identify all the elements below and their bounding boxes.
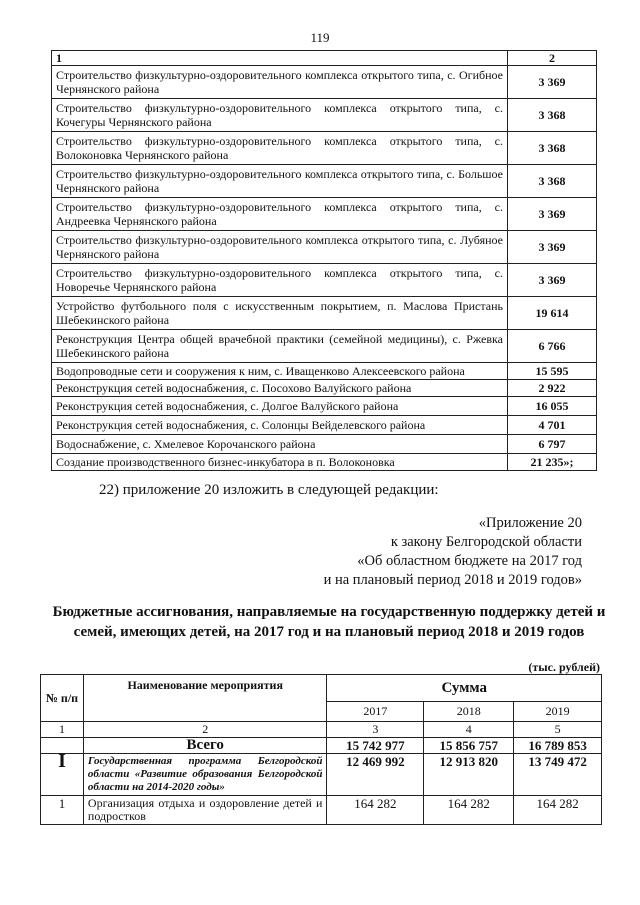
appendix-line-2: к закону Белгородской области (390, 534, 582, 550)
table-row-total (41, 738, 602, 754)
program-name: Государственная программа Белгородской области «Развитие образования Белгородской области на 2014-2020 годы» (83, 754, 327, 796)
object-value: 2 922 (508, 380, 597, 397)
object-name: Строительство физкультурно-оздоровительного комплекса открытого типа, с. Новоречье Чернянского района (52, 264, 508, 297)
object-value: 19 614 (508, 297, 597, 330)
column-header-number: № п/п (41, 675, 84, 722)
object-name: Водопроводные сети и сооружения к ним, с. Иващенково Алексеевского района (52, 363, 508, 380)
units-label: (тыс. рублей) (528, 660, 600, 674)
table-row-program (41, 754, 602, 796)
total-label: Всего (83, 738, 327, 754)
table-row (52, 435, 597, 454)
object-value: 3 368 (508, 132, 597, 165)
object-name: Реконструкция сетей водоснабжения, с. Долгое Валуйского района (52, 397, 508, 416)
index-cell: 4 (424, 722, 514, 738)
amendment-item-22: 22) приложение 20 изложить в следующей редакции: (99, 482, 439, 498)
column-header-2018: 2018 (424, 702, 514, 722)
item-value-2017: 164 282 (327, 796, 424, 825)
object-value: 6 797 (508, 435, 597, 454)
page-number: 119 (310, 30, 330, 45)
table-row (41, 796, 602, 825)
total-value-2017: 15 742 977 (327, 738, 424, 754)
table-index-row (41, 722, 602, 738)
object-name: Реконструкция сетей водоснабжения, с. Посохово Валуйского района (52, 380, 508, 397)
object-name: Водоснабжение, с. Хмелевое Корочанского района (52, 435, 508, 454)
object-value: 4 701 (508, 416, 597, 435)
object-value: 3 369 (508, 264, 597, 297)
index-cell: 2 (83, 722, 327, 738)
object-value: 3 369 (508, 198, 597, 231)
table-header-row (52, 51, 597, 66)
table-row (52, 198, 597, 231)
construction-objects-table (51, 50, 597, 471)
table-row (52, 66, 597, 99)
table-row (52, 297, 597, 330)
object-name: Создание производственного бизнес-инкубатора в п. Волоконовка (52, 454, 508, 471)
program-value-2017: 12 469 992 (327, 754, 424, 796)
table-row (52, 380, 597, 397)
object-name: Строительство физкультурно-оздоровительного комплекса открытого типа, с. Волоконовка Чернянского района (52, 132, 508, 165)
column-header-2: 2 (508, 51, 597, 66)
object-name: Строительство физкультурно-оздоровительного комплекса открытого типа, с. Огибное Чернянского района (52, 66, 508, 99)
object-name: Устройство футбольного поля с искусственным покрытием, п. Маслова Пристань Шебекинского района (52, 297, 508, 330)
object-value: 6 766 (508, 330, 597, 363)
object-value: 3 369 (508, 231, 597, 264)
item-name: Организация отдыха и оздоровление детей и подростков (83, 796, 327, 825)
column-header-1: 1 (52, 51, 508, 66)
program-value-2018: 12 913 820 (424, 754, 514, 796)
column-header-2017: 2017 (327, 702, 424, 722)
object-name: Реконструкция сетей водоснабжения, с. Солонцы Вейделевского района (52, 416, 508, 435)
table-row (52, 416, 597, 435)
appendix-line-4: и на плановый период 2018 и 2019 годов» (323, 572, 582, 588)
program-number: I (41, 754, 84, 796)
item-value-2018: 164 282 (424, 796, 514, 825)
table-row (52, 330, 597, 363)
table-row (52, 99, 597, 132)
column-header-2019: 2019 (514, 702, 602, 722)
total-value-2018: 15 856 757 (424, 738, 514, 754)
program-value-2019: 13 749 472 (514, 754, 602, 796)
appendix-heading (324, 514, 582, 590)
table-row (52, 165, 597, 198)
index-cell: 1 (41, 722, 84, 738)
object-value: 3 368 (508, 165, 597, 198)
object-value: 16 055 (508, 397, 597, 416)
item-number: 1 (41, 796, 84, 825)
object-name: Реконструкция Центра общей врачебной практики (семейной медицины), с. Ржевка Шебекинского района (52, 330, 508, 363)
object-value: 3 368 (508, 99, 597, 132)
budget-allocations-table (40, 674, 602, 825)
table-row (52, 363, 597, 380)
appendix-line-3: «Об областном бюджете на 2017 год (357, 553, 582, 569)
index-cell: 5 (514, 722, 602, 738)
table-row (52, 397, 597, 416)
document-title: Бюджетные ассигнования, направляемые на государственную поддержку детей и семей, имеющих детей, на 2017 год и на плановый период 2018 и 2019 годов (52, 604, 606, 640)
object-value: 15 595 (508, 363, 597, 380)
table-row (52, 454, 597, 471)
item-value-2019: 164 282 (514, 796, 602, 825)
column-header-sum: Сумма (327, 675, 602, 702)
appendix-line-1: «Приложение 20 (478, 515, 582, 531)
object-name: Строительство физкультурно-оздоровительного комплекса открытого типа, с. Андреевка Чернянского района (52, 198, 508, 231)
object-name: Строительство физкультурно-оздоровительного комплекса открытого типа, с. Большое Чернянского района (52, 165, 508, 198)
table-header-row (41, 675, 602, 702)
object-value: 3 369 (508, 66, 597, 99)
table-row (52, 264, 597, 297)
index-cell: 3 (327, 722, 424, 738)
object-value: 21 235»; (508, 454, 597, 471)
object-name: Строительство физкультурно-оздоровительного комплекса открытого типа, с. Лубяное Чернянского района (52, 231, 508, 264)
column-header-name: Наименование мероприятия (83, 675, 327, 722)
object-name: Строительство физкультурно-оздоровительного комплекса открытого типа, с. Кочегуры Чернянского района (52, 99, 508, 132)
table-row (52, 231, 597, 264)
table-row (52, 132, 597, 165)
total-value-2019: 16 789 853 (514, 738, 602, 754)
